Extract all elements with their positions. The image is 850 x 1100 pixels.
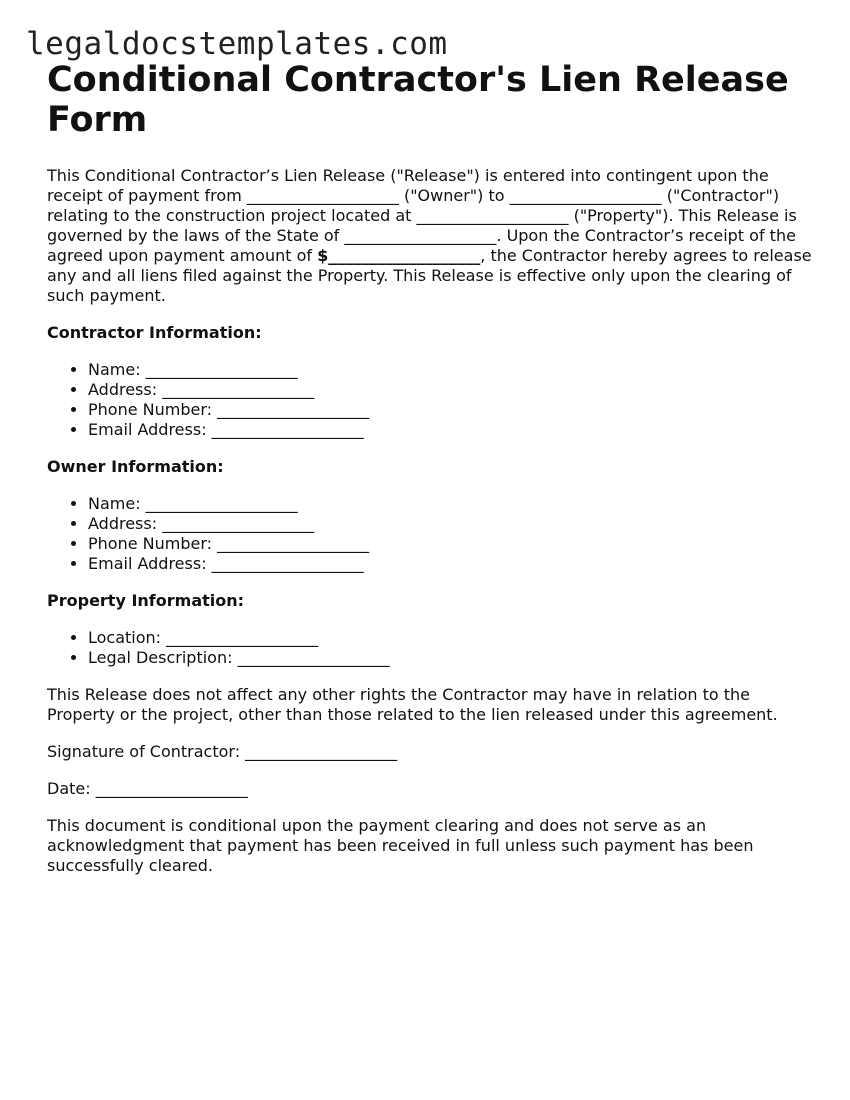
- contractor-name-item: • Name: ___________________: [88, 360, 817, 380]
- owner-info-list: [47, 494, 817, 574]
- owner-info-heading: Owner Information:: [47, 457, 224, 476]
- intro-text-3: ("Contractor") relating to the construction project located at: [47, 186, 780, 225]
- contractor-email-item: • Email Address: ___________________: [88, 420, 817, 440]
- contractor-address-item: • Address: ___________________: [88, 380, 817, 400]
- contractor-info-list: [47, 360, 817, 440]
- owner-phone-item: • Phone Number: ___________________: [88, 534, 817, 554]
- owner-address-item: • Address: ___________________: [88, 514, 817, 534]
- owner-email-item: • Email Address: ___________________: [88, 554, 817, 574]
- rights-paragraph: This Release does not affect any other rights the Contractor may have in relation to the Property or the project, other than those related to the lien released under this agreement.: [47, 685, 778, 724]
- intro-text-1: This Conditional Contractor’s Lien Release ("Release") is entered into contingent upon the receipt of payment from: [47, 166, 769, 205]
- owner-name-item: • Name: ___________________: [88, 494, 817, 514]
- document-body: [47, 60, 817, 876]
- location-blank: ___________________: [416, 206, 569, 225]
- intro-text-2: ("Owner") to: [398, 186, 510, 205]
- contractor-blank: ___________________: [509, 186, 662, 205]
- signature-line: Signature of Contractor: ___________________: [47, 742, 398, 761]
- date-line: Date: ___________________: [47, 779, 248, 798]
- intro-text-5: . Upon the Contractor’s receipt of the agreed upon payment amount of: [47, 226, 796, 265]
- contractor-info-heading: Contractor Information:: [47, 323, 262, 342]
- intro-paragraph: [47, 166, 817, 306]
- closing-paragraph: This document is conditional upon the payment clearing and does not serve as an acknowledgment that payment has been received in full unless such payment has been successfully cleared.: [47, 816, 754, 875]
- property-info-list: [47, 628, 817, 668]
- amount-blank: $___________________: [317, 246, 481, 265]
- contractor-phone-item: • Phone Number: ___________________: [88, 400, 817, 420]
- intro-text-6: , the Contractor hereby agrees to release any and all liens filed against the Property. This Release is effective only upon the clearing of such payment.: [47, 246, 812, 305]
- state-blank: ___________________: [344, 226, 497, 245]
- site-watermark: legaldocstemplates.com: [26, 26, 448, 62]
- property-info-heading: Property Information:: [47, 591, 245, 610]
- intro-text-4: ("Property"). This Release is governed by the laws of the State of: [47, 206, 797, 245]
- owner-blank: ___________________: [246, 186, 399, 205]
- property-location-item: • Location: ___________________: [88, 628, 817, 648]
- property-legal-description-item: • Legal Description: ___________________: [88, 648, 817, 668]
- page-title: Conditional Contractor's Lien Release Form: [47, 60, 789, 140]
